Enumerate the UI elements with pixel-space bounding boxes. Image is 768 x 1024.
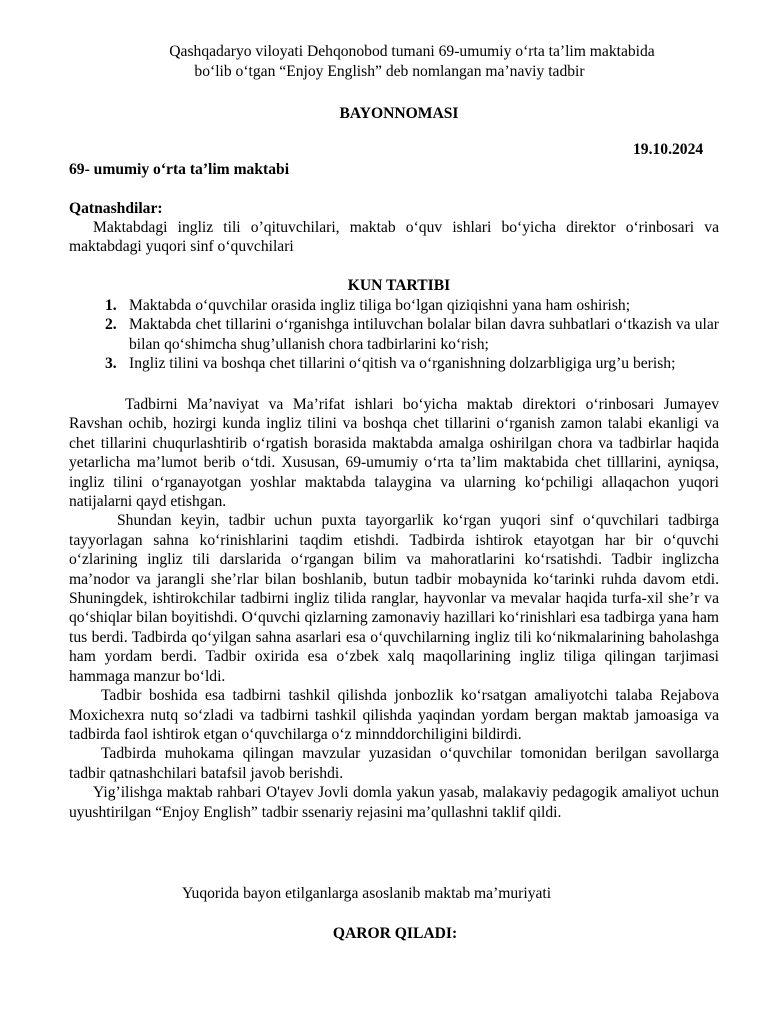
decision-heading: QAROR QILADI:	[332, 925, 458, 942]
body-text	[69, 395, 719, 822]
participants-label: Qatnashdilar:	[69, 200, 163, 217]
agenda-item-text: Maktabda o‘quvchilar orasida ingliz tiliga bo‘lgan qiziqishni yana ham oshirish;	[129, 297, 631, 314]
header-line-1: Qashqadaryo viloyati Dehqonobod tumani 69-umumiy o‘rta ta’lim maktabida	[169, 43, 655, 60]
body-paragraph: Tadbirda muhokama qilingan mavzular yuzasidan o‘quvchilar tomonidan berilgan savollarga tadbir qatnashchilari batafsil javob berishdi.	[69, 745, 719, 782]
document-title: BAYONNOMASI	[339, 105, 459, 122]
agenda-item	[69, 296, 719, 315]
header-line-2: bo‘lib o‘tgan “Enjoy English” deb nomlangan ma’naviy tadbir	[194, 63, 585, 80]
body-paragraph: Yig’ilishga maktab rahbari O'tayev Jovli domla yakun yasab, malakaviy pedagogik amaliyot uchun uyushtirilgan “Enjoy English” tadbir ssenariy rejasini ma’qullashni taklif qildi.	[69, 784, 719, 821]
agenda-item-number: 1.	[105, 297, 117, 314]
school-name: 69- umumiy o‘rta ta’lim maktabi	[69, 161, 290, 178]
body-paragraph: Tadbirni Ma’naviyat va Ma’rifat ishlari bo‘yicha maktab direktori o‘rinbosari Jumayev Ravshan ochib, hozirgi kunda ingliz tilini va boshqa chet tillarini o‘rganish zamon talabi ekanligi va chet tillarini chuqurlashtirib o‘rgatish borasida maktabda amalga oshirilgan chora va tadbirlar haqida yetarlicha ma’lumot berib o‘tdi. Xususan, 69-umumiy o‘rta ta’lim maktabida chet tilllarini, ayniqsa, ingliz tilini o‘rganayotgan yoshlar maktabda talaygina va ularning ko‘pchiligi allaqachon yuqori natijalarni qayd etishgan.	[69, 396, 719, 511]
agenda-item	[69, 354, 719, 373]
agenda-item-text: Ingliz tilini va boshqa chet tillarini o‘qitish va o‘rganishning dolzarbligiga urg’u berish;	[129, 355, 676, 373]
agenda-item-number: 2.	[105, 316, 117, 334]
document-date: 19.10.2024	[633, 141, 704, 158]
body-paragraph: Tadbir boshida esa tadbirni tashkil qilishda jonbozlik ko‘rsatgan amaliyotchi talaba Rejabova Moxichexra nutq so‘zladi va tadbirni tashkil qilishda yaqindan yordam bergan maktab jamoasiga va tadbirda faol ishtirok etgan o‘quvchilarga o‘z minnddorchiligini bildirdi.	[69, 687, 719, 743]
participants-text	[69, 218, 719, 257]
agenda-item-text: Maktabda chet tillarini o‘rganishga intiluvchan bolalar bilan davra suhbatlari o‘tkazish va ular bilan qo‘shimcha shug’ullanish chora tadbirlarini ko‘rish;	[129, 316, 719, 353]
agenda-list	[69, 296, 719, 374]
body-paragraph: Shundan keyin, tadbir uchun puxta tayorgarlik ko‘rgan yuqori sinf o‘quvchilari tadbirga tayyorlagan sahna ko‘rinishlarini taqdim etishdi. Tadbirda ishtirok etayotgan har bir o‘quvchi o‘zlarining ingliz tili darslarida o‘rgangan bilim va mahoratlarini ko‘rsatishdi. Tadbir inglizcha ma’nodor va jarangli she’rlar bilan boshlanib, butun tadbir mobaynida ko‘tarinki ruhda davom etdi. Shuningdek, ishtirokchilar tadbirni ingliz tilida ranglar, hayvonlar va mevalar haqida turfa-xil she’r va qo‘shiqlar bilan boyitishdi. O‘quvchi qizlarning zamonaviy hazillari ko‘rinishlari esa tadbirga yana ham tus berdi. Tadbirda qo‘yilgan sahna asarlari esa o‘quvchilarning ingliz tili ko‘nikmalarining baholashga ham yordam berdi. Tadbir oxirida esa o‘zbek xalq maqollarining ingliz tiliga qilingan tarjimasi hammaga manzur bo‘ldi.	[69, 512, 719, 685]
agenda-title: KUN TARTIBI	[347, 277, 451, 294]
participants-paragraph: Maktabdagi ingliz tili o’qituvchilari, maktab o‘quv ishlari bo‘yicha direktor o‘rinbosari va maktabdagi yuqori sinf o‘quvchilari	[69, 219, 719, 256]
closing-line: Yuqorida bayon etilganlarga asoslanib maktab ma’muriyati	[182, 885, 552, 902]
agenda-item-number: 3.	[105, 355, 117, 373]
agenda-item	[69, 315, 719, 354]
